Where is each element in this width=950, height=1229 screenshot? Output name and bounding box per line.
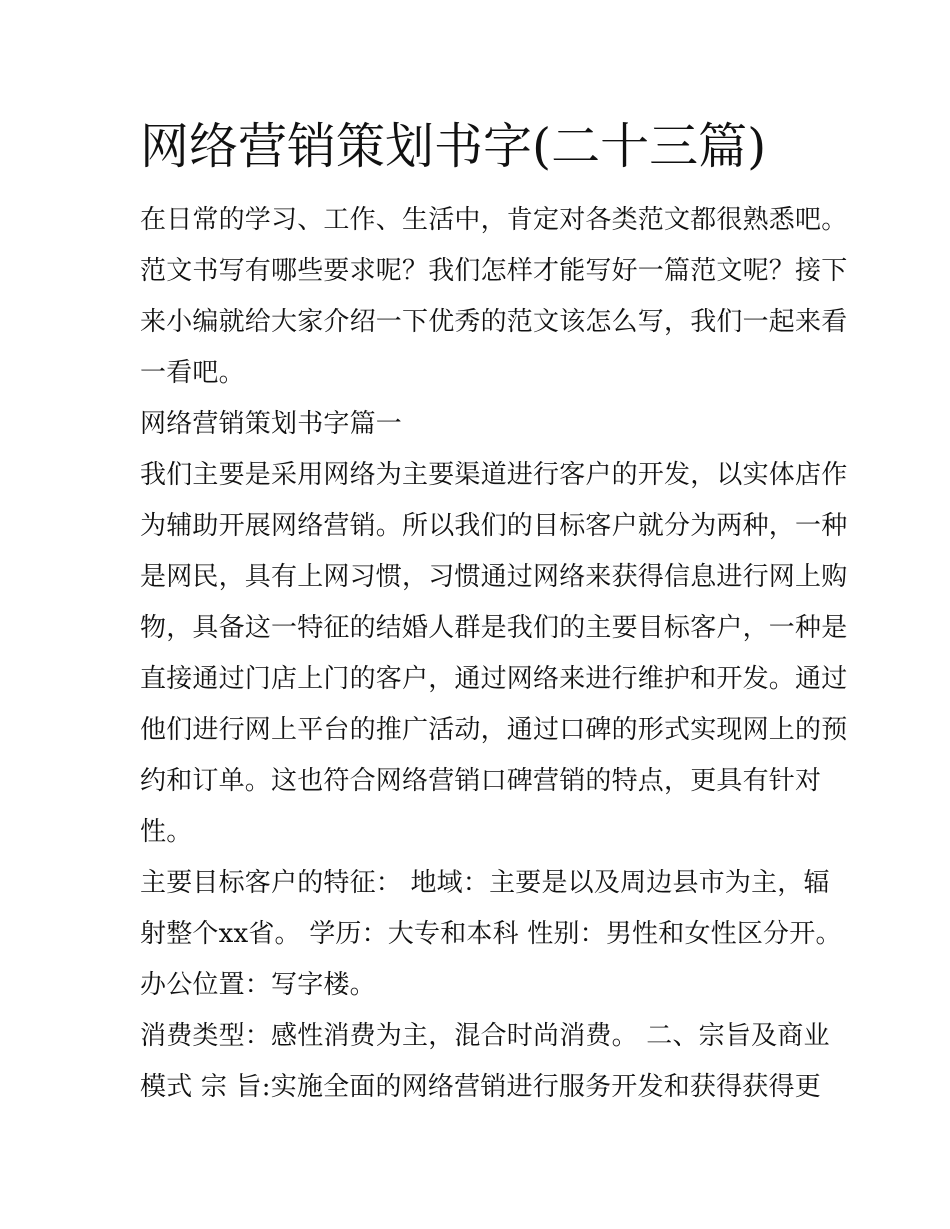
text-line-body-6: 他们进行网上平台的推广活动，通过口碑的形式实现网上的预 [140,715,848,745]
text-line-body-7: 约和订单。这也符合网络营销口碑营销的特点，更具有针对 [140,766,822,796]
text-line-intro-4: 一看吧。 [140,358,245,388]
text-line-intro-1: 在日常的学习、工作、生活中，肯定对各类范文都很熟悉吧。 [140,205,848,235]
text-line-intro-2: 范文书写有哪些要求呢？我们怎样才能写好一篇范文呢？接下 [140,256,848,286]
text-line-features-1: 主要目标客户的特征： 地域：主要是以及周边县市为主，辐 [140,868,830,898]
text-line-body-2: 为辅助开展网络营销。所以我们的目标客户就分为两种，一种 [140,511,848,541]
text-line-intro-3: 来小编就给大家介绍一下优秀的范文该怎么写，我们一起来看 [140,307,848,337]
text-line-body-8: 性。 [140,817,193,847]
text-line-body-1: 我们主要是采用网络为主要渠道进行客户的开发，以实体店作 [140,460,848,490]
document-title: 网络营销策划书字(二十三篇) [140,118,767,175]
text-line-features-2: 射整个xx省。 学历：大专和本科 性别：男性和女性区分开。 [140,919,842,949]
text-line-features-3: 办公位置：写字楼。 [140,970,376,1000]
text-line-body-5: 直接通过门店上门的客户，通过网络来进行维护和开发。通过 [140,664,848,694]
section-heading-1: 网络营销策划书字篇一 [140,409,403,439]
text-line-body-4: 物，具备这一特征的结婚人群是我们的主要目标客户，一种是 [140,613,848,643]
text-line-consumption-1: 消费类型：感性消费为主，混合时尚消费。 二、宗旨及商业 [140,1021,830,1051]
text-line-consumption-2: 模式 宗 旨:实施全面的网络营销进行服务开发和获得获得更 [140,1072,821,1102]
text-line-body-3: 是网民，具有上网习惯，习惯通过网络来获得信息进行网上购 [140,562,848,592]
